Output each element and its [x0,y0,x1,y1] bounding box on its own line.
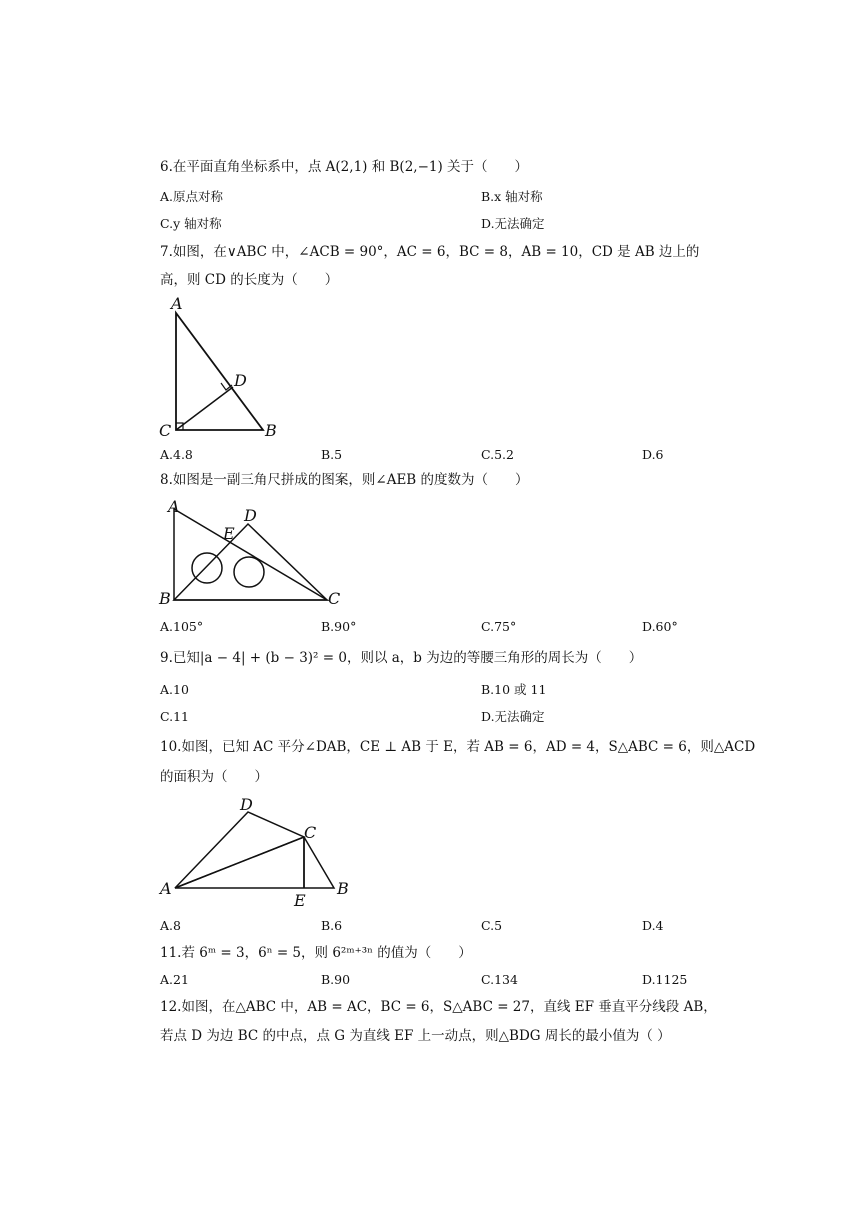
q6-option-c: C.y 轴对称 [160,216,222,231]
q8-triangle-bdc [174,524,327,600]
q7-label-a: A [171,294,183,313]
q10-triangle-adc [175,812,304,888]
q8-option-b: B.90° [321,619,357,634]
q10-option-d: D.4 [642,918,664,933]
q9-option-b: B.10 或 11 [481,682,547,697]
q10-option-a: A.8 [160,918,181,933]
q10-figure [155,793,360,911]
q9-option-a: A.10 [160,682,189,697]
q6-option-d: D.无法确定 [481,216,545,231]
q8-circle-right [234,557,264,587]
q10-label-b: B [337,879,349,898]
q9-option-d: D.无法确定 [481,709,545,724]
q6-option-a: A.原点对称 [160,189,224,204]
q6-option-b: B.x 轴对称 [481,189,543,204]
q9-option-c: C.11 [160,709,189,724]
q6-stem: 6.在平面直角坐标系中，点 A(2,1) 和 B(2,−1) 关于（ ） [160,159,529,175]
q8-label-c: C [328,589,341,608]
q7-triangle-abc [176,313,263,430]
q10-stem-line1: 10.如图，已知 AC 平分∠DAB，CE ⊥ AB 于 E，若 AB = 6，AD = 4，S△ABC = 6，则△ACD [160,739,756,755]
q11-option-c: C.134 [481,972,518,987]
q8-label-a: A [168,497,180,516]
q7-option-b: B.5 [321,447,343,462]
q8-label-d: D [244,506,257,525]
q8-label-b: B [159,589,171,608]
q7-option-a: A.4.8 [160,447,193,462]
q7-label-b: B [265,421,277,440]
q8-stem: 8.如图是一副三角尺拼成的图案，则∠AEB 的度数为（ ） [160,472,529,488]
q7-option-c: C.5.2 [481,447,514,462]
q8-label-e: E [223,524,235,543]
q10-stem-line2: 的面积为（ ） [160,769,268,785]
q11-option-d: D.1125 [642,972,688,987]
q7-altitude-cd [176,387,233,430]
q10-label-a: A [160,879,172,898]
q8-figure [155,494,355,614]
q10-option-c: C.5 [481,918,503,933]
q8-circle-left [192,553,222,583]
q10-option-b: B.6 [321,918,343,933]
q7-label-c: C [159,421,172,440]
q7-label-d: D [234,371,247,390]
q7-figure [155,292,295,444]
q12-stem-line1: 12.如图，在△ABC 中，AB = AC，BC = 6，S△ABC = 27，直线 EF 垂直平分线段 AB， [160,999,717,1015]
q11-option-a: A.21 [160,972,189,987]
q11-stem: 11.若 6ᵐ = 3，6ⁿ = 5，则 6²ᵐ⁺³ⁿ 的值为（ ） [160,945,472,961]
q7-option-d: D.6 [642,447,664,462]
q7-stem-line1: 7.如图，在∨ABC 中，∠ACB = 90°，AC = 6，BC = 8，AB = 10，CD 是 AB 边上的 [160,244,700,260]
q8-option-c: C.75° [481,619,517,634]
q10-label-c: C [304,823,317,842]
q7-stem-line2: 高，则 CD 的长度为（ ） [160,272,339,288]
q8-option-a: A.105° [160,619,204,634]
q11-option-b: B.90 [321,972,351,987]
q10-label-e: E [294,891,306,910]
q10-label-d: D [240,795,253,814]
q12-stem-line2: 若点 D 为边 BC 的中点，点 G 为直线 EF 上一动点，则△BDG 周长的最小值为（ ） [160,1028,671,1044]
q8-option-d: D.60° [642,619,678,634]
q9-stem: 9.已知|a − 4| + (b − 3)² = 0，则以 a，b 为边的等腰三角形的周长为（ ） [160,650,643,666]
